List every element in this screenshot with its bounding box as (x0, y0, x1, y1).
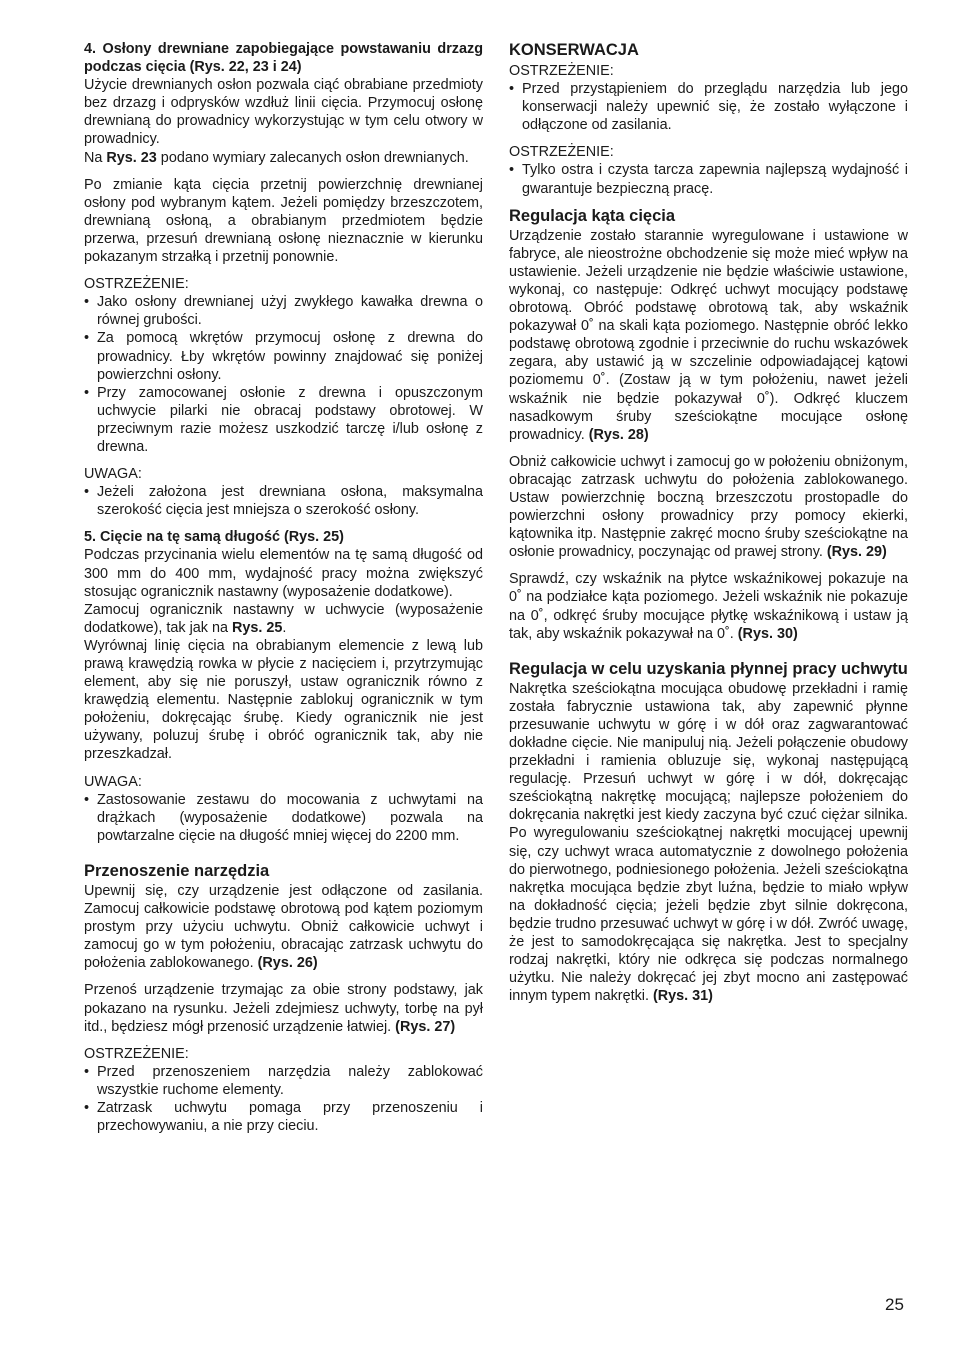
list-item: • Zatrzask uchwytu pomaga przy przenoszeniu i przechowywaniu, a nie przy cieciu. (84, 1099, 483, 1135)
section-4-title: 4. Osłony drewniane zapobiegające powstawaniu drzazg podczas cięcia (Rys. 22, 23 i 24) (84, 41, 483, 76)
list-item: • Przed przystąpieniem do przeglądu narzędzia lub jego konserwacji należy upewnić się, że zostało wyłączone i odłączone od zasilania. (509, 80, 908, 134)
warning-label: OSTRZEŻENIE: (509, 144, 614, 161)
section-4-paragraph-3: Po zmianie kąta cięcia przetnij powierzchnię drewnianej osłony pod wybranym kątem. Jeżeli pomiędzy brzeszczotem, drewnianą osłoną, a obrabianym przedmiotem będzie przerwa, przesuń drewnianą osłonę nieznacznie w kierunku pokazanym strzałką i przetnij ponownie. (84, 176, 483, 266)
maintenance-title: KONSERWACJA (509, 41, 639, 59)
smooth-operation-title: Regulacja w celu uzyskania płynnej pracy uchwytu (509, 659, 908, 678)
section-5-title: 5. Cięcie na tę samą długość (Rys. 25) (84, 529, 344, 546)
note-list (84, 791, 483, 845)
list-item: • Jako osłony drewnianej użyj zwykłego kawałka drewna o równej grubości. (84, 293, 483, 329)
note-label: UWAGA: (84, 773, 142, 790)
list-item: • Tylko ostra i czysta tarcza zapewnia najlepszą wydajność i gwarantuje bezpieczną pracę. (509, 161, 908, 197)
section-5-paragraph-3: Wyrównaj linię cięcia na obrabianym elemencie z lewą lub prawą krawędzią rowka w płycie z nacięciem i, przytrzymując element, aby się nie poruszył, ustaw ogranicznik równo z krawędzią elementu. Następnie zablokuj ogranicznik w tym położeniu, dokręcając śrubę. Kiedy ogranicznik nie jest używany, poluzuj śrubę i obróć ogranicznik tak, aby nie przeszkadzał. (84, 637, 483, 763)
warning-list (509, 80, 908, 134)
angle-paragraph-1: Urządzenie zostało starannie wyregulowane i ustawione w fabryce, ale nieostrożne obchodzenie się może mieć wpływ na ustawienie. Jeżeli urządzenie nie będzie właściwie ustawione, wykonaj, co następuje: Odkręć uchwyt mocujący podstawę obrotową. Obróć podstawę obrotową tak, aby wskaźnik pokazywał 0˚ na skali kąta poziomego. Następnie obróć lekko podstawę obrotową zgodnie i przeciwnie do ruchu wskazówek zegara, aby ustawić ją w szczelinie odpowiadającej kątowi poziomemu 0˚. (Zostaw ją w tym położeniu, nawet jeżeli wskaźnik nie będzie pokazywał 0˚). Odkręć kluczem nasadkowym śruby sześciokątne mocujące osłonę prowadnicy. (Rys. 28) (509, 227, 908, 443)
section-4-paragraph-2: Na Rys. 23 podano wymiary zalecanych osłon drewnianych. (84, 149, 469, 166)
warning-list (509, 161, 908, 197)
section-4-paragraph-1: Użycie drewnianych osłon pozwala ciąć obrabiane przedmioty bez drzazg i odprysków wzdłuż linii cięcia. Przymocuj osłonę drewnianą do prowadnicy wykorzystując w tym celu otwory w prowadnicy. (84, 77, 483, 148)
page-number: 25 (885, 1295, 904, 1314)
list-item: • Za pomocą wkrętów przymocuj osłonę z drewna do prowadnicy. Łby wkrętów powinny znajdować się poniżej powierzchni osłony. (84, 329, 483, 383)
angle-adjust-title: Regulacja kąta cięcia (509, 206, 676, 225)
angle-paragraph-3: Sprawdź, czy wskaźnik na płytce wskaźnikowej pokazuje na 0˚ na podziałce kąta poziomego. Jeżeli wskaźnik nie pokazuje na 0˚, odkręć śruby mocujące płytkę wskaźnikową i ustaw ją tak, aby wskaźnik pokazywał na 0˚. (Rys. 30) (509, 571, 908, 642)
angle-paragraph-2: Obniż całkowicie uchwyt i zamocuj go w położeniu obniżonym, obracając zatrzask uchwytu do położenia zablokowanego. Ustaw powierzchnię boczną brzeszczotu prostopadle do powierzchni osłony prowadnicy przy pomocy ekierki, kątownika itp. Następnie zakręć mocno śruby sześciokątne na osłonie prowadnicy, poczynając od prawej strony. (Rys. 29) (509, 453, 908, 561)
warning-label: OSTRZEŻENIE: (84, 276, 189, 293)
section-5-paragraph-1: Podczas przycinania wielu elementów na tę samą długość od 300 mm do 400 mm, wydajność pracy można zwiększyć stosując ogranicznik nastawny (wyposażenie dodatkowe). (84, 547, 483, 600)
warning-label: OSTRZEŻENIE: (84, 1045, 189, 1062)
list-item: • Przed przenoszeniem narzędzia należy zablokować wszystkie ruchome elementy. (84, 1063, 483, 1099)
left-column (84, 40, 483, 1135)
note-list (84, 483, 483, 519)
note-label: UWAGA: (84, 466, 142, 483)
warning-list (84, 1063, 483, 1135)
warning-label: OSTRZEŻENIE: (509, 63, 614, 79)
list-item: • Przy zamocowanej osłonie z drewna i opuszczonym uchwycie pilarki nie obracaj podstawy obrotowej. W przeciwnym razie możesz uszkodzić tarczę i/lub osłonę z drewna. (84, 384, 483, 456)
transport-title: Przenoszenie narzędzia (84, 861, 270, 880)
transport-paragraph-2: Przenoś urządzenie trzymając za obie strony podstawy, jak pokazano na rysunku. Jeżeli zdejmiesz uchwyty, torbę na pył itd., będziesz mógł przenosić urządzenie łatwiej. (Rys. 27) (84, 982, 483, 1035)
list-item: • Jeżeli założona jest drewniana osłona, maksymalna szerokość cięcia jest mniejsza o szerokość osłony. (84, 483, 483, 519)
transport-paragraph-1: Upewnij się, czy urządzenie jest odłączone od zasilania. Zamocuj całkowicie podstawę obrotową pod kątem poziomym prostym przy użyciu uchwytu. Obniż całkowicie uchwyt i zamocuj go w tym położeniu, obracając zatrzask uchwytu do położenia zablokowanego. (Rys. 26) (84, 882, 483, 972)
list-item: • Zastosowanie zestawu do mocowania z uchwytami na drążkach (wyposażenie dodatkowe) pozwala na powtarzalne cięcie na długość mniej więcej do 2200 mm. (84, 791, 483, 845)
smooth-paragraph-1: Nakrętka sześciokątna mocująca obudowę przekładni i ramię została fabrycznie ustawiona tak, aby zapewnić płynne przesuwanie uchwytu w górę i w dół oraz zagwarantować dokładne cięcie. Nie manipuluj nią. Jeżeli połączenie obudowy przekładni i ramienia obluzuje się, wykonaj następującą regulację. Przesuń uchwyt w górę i w dół, dokręcając sześciokątną nakrętkę mocującą; najlepsze położeniem do dokręcania nakrętki jest kiedy zaczyna być czuć ciężar silnika. Po wyregulowaniu sześciokątnej nakrętki mocującej upewnij się, czy uchwyt wraca automatycznie z dowolnego położenia do pierwotnego, podniesionego położenia. Jeżeli sześciokątna nakrętka mocująca będzie zbyt luźna, będzie to miało wpływ na dokładność cięcia; jeżeli będzie zbyt silnie dokręcona, będzie trudno przesuwać uchwyt w górę i w dół. Zwróć uwagę, że jest to samodokręcająca się nakrętka. Jest to specjalny rodzaj nakrętki, który nie odkręca się podczas normalnego użytku. Nie należy dokręcać jej zbyt mocno ani zastępować innym typem nakrętki. (Rys. 31) (509, 680, 908, 1005)
right-column (509, 40, 908, 1005)
section-5-paragraph-2: Zamocuj ogranicznik nastawny w uchwycie (wyposażenie dodatkowe), tak jak na Rys. 25. (84, 601, 483, 636)
warning-list (84, 293, 483, 456)
